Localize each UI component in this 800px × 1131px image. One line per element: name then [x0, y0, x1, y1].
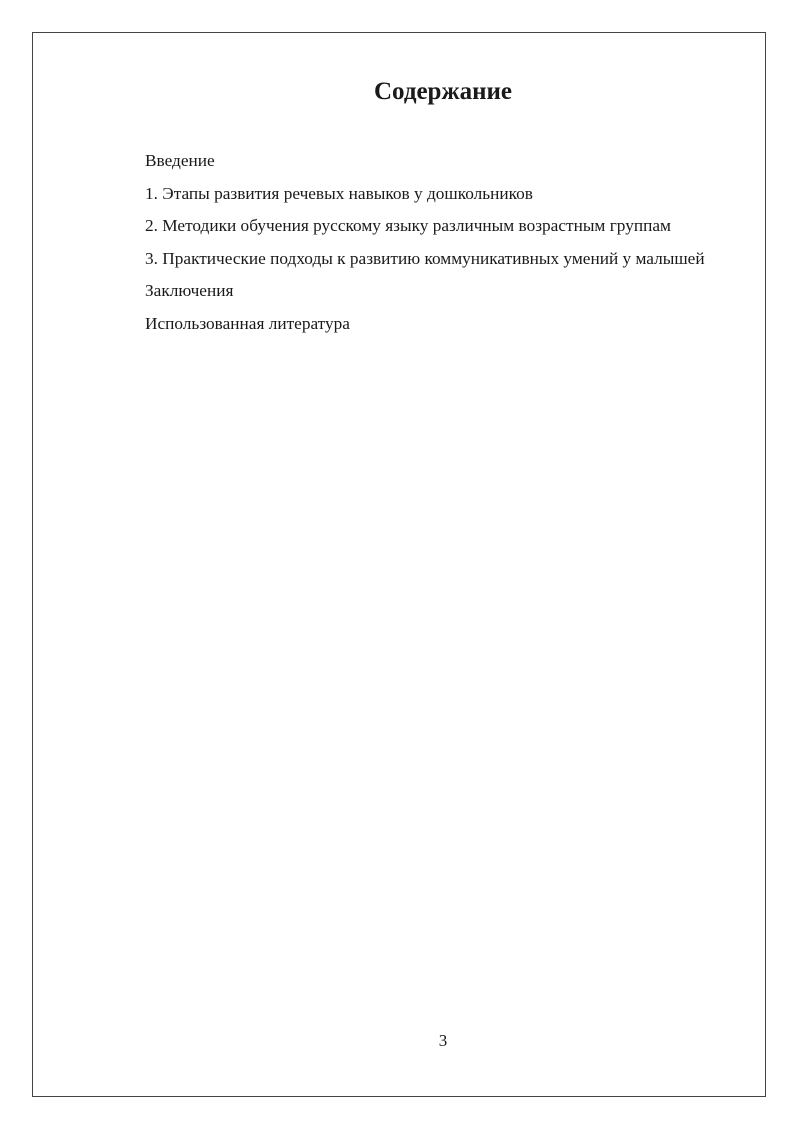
table-of-contents: [114, 145, 742, 341]
page-number: 3: [438, 1031, 448, 1050]
toc-item-introduction: Введение: [145, 151, 215, 170]
toc-item-conclusion: Заключения: [145, 281, 234, 301]
toc-item-chapter-3: 3. Практические подходы к развитию коммуникативных умений у малышей: [145, 248, 705, 268]
toc-item-chapter-2: 2. Методики обучения русскому языку различным возрастным группам: [145, 216, 671, 236]
toc-item-chapter-1: 1. Этапы развития речевых навыков у дошкольников: [145, 183, 533, 203]
toc-item-references: Использованная литература: [145, 313, 350, 333]
page-title: Содержание: [373, 78, 512, 105]
